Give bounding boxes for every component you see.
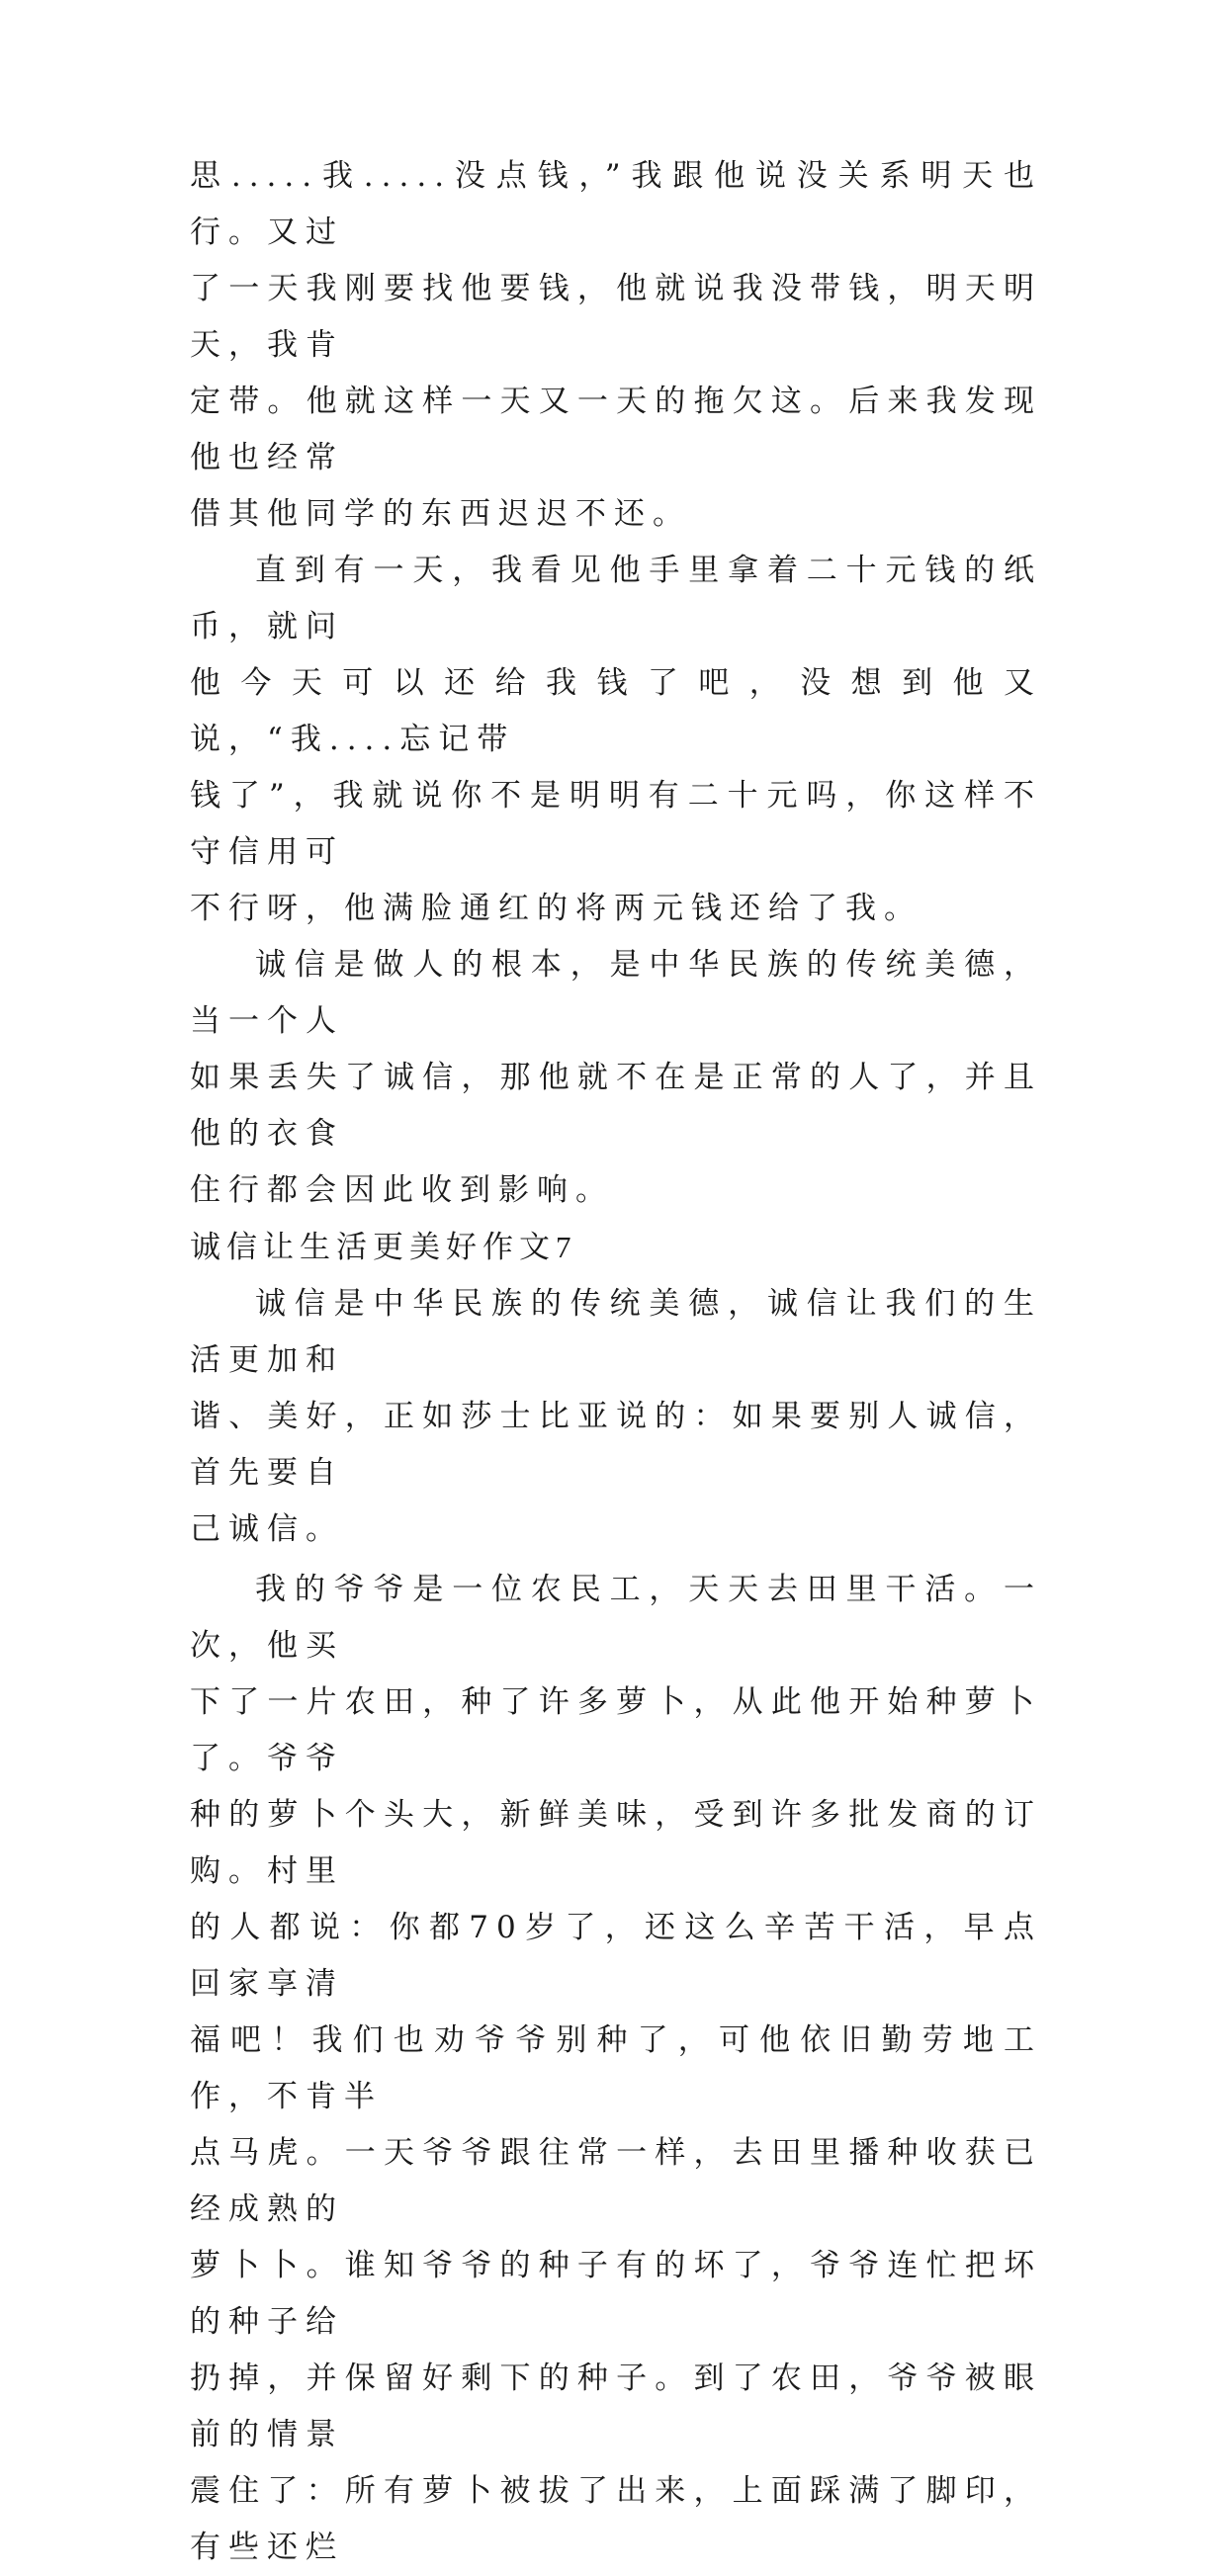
text-line: 诚信是中华民族的传统美德，诚信让我们的生活更加和 xyxy=(190,1286,1042,1378)
text-line: 的人都说：你都70岁了，还这么辛苦干活，早点回家享清 xyxy=(190,1910,1042,2002)
text-line: 我的爷爷是一位农民工，天天去田里干活。一次，他买 xyxy=(190,1572,1042,1664)
text-line: 萝卜卜。谁知爷爷的种子有的坏了，爷爷连忙把坏的种子给 xyxy=(190,2248,1042,2340)
text-line: 借其他同学的东西迟迟不还。 xyxy=(190,496,691,532)
text-line: 扔掉，并保留好剩下的种子。到了农田，爷爷被眼前的情景 xyxy=(190,2361,1042,2452)
heading-text: 诚信让生活更美好作文 xyxy=(190,1230,556,1265)
paragraph-4 xyxy=(190,1276,1042,1558)
text-line: 直到有一天，我看见他手里拿着二十元钱的纸币，就问 xyxy=(190,553,1042,644)
text-line: 诚信是做人的根本，是中华民族的传统美德，当一个人 xyxy=(190,947,1042,1039)
text-line: 如果丢失了诚信，那他就不在是正常的人了，并且他的衣食 xyxy=(190,1060,1042,1152)
text-line: 谐、美好，正如莎士比亚说的：如果要别人诚信，首先要自 xyxy=(190,1399,1042,1491)
section-heading xyxy=(190,1219,1042,1276)
paragraph-5 xyxy=(190,1562,1042,2576)
text-line: 种的萝卜个头大，新鲜美味，受到许多批发商的订购。村里 xyxy=(190,1797,1042,1889)
text-line: 思.....我.....没点钱，”我跟他说没关系明天也行。又过 xyxy=(190,158,1042,250)
text-line: 点马虎。一天爷爷跟往常一样，去田里播种收获已经成熟的 xyxy=(190,2135,1042,2227)
text-line: 震住了：所有萝卜被拔了出来，上面踩满了脚印，有些还烂 xyxy=(190,2473,1042,2565)
text-line: 他今天可以还给我钱了吧，没想到他又说，“我....忘记带 xyxy=(190,665,1042,757)
document-page xyxy=(190,148,1042,2576)
text-line: 定带。他就这样一天又一天的拖欠这。后来我发现他也经常 xyxy=(190,384,1042,475)
text-line: 福吧！我们也劝爷爷别种了，可他依旧勤劳地工作，不肯半 xyxy=(190,2022,1042,2114)
paragraph-3 xyxy=(190,937,1042,1219)
heading-number: 7 xyxy=(556,1230,571,1264)
paragraph-2 xyxy=(190,543,1042,937)
text-line: 钱了”，我就说你不是明明有二十元吗，你这样不守信用可 xyxy=(190,778,1042,870)
text-line: 下了一片农田，种了许多萝卜，从此他开始种萝卜了。爷爷 xyxy=(190,1684,1042,1776)
text-line: 己诚信。 xyxy=(190,1511,344,1547)
text-line: 住行都会因此收到影响。 xyxy=(190,1172,614,1208)
text-line: 了一天我刚要找他要钱，他就说我没带钱，明天明天，我肯 xyxy=(190,271,1042,363)
text-line: 不行呀，他满脸通红的将两元钱还给了我。 xyxy=(190,891,922,926)
paragraph-1 xyxy=(190,148,1042,543)
